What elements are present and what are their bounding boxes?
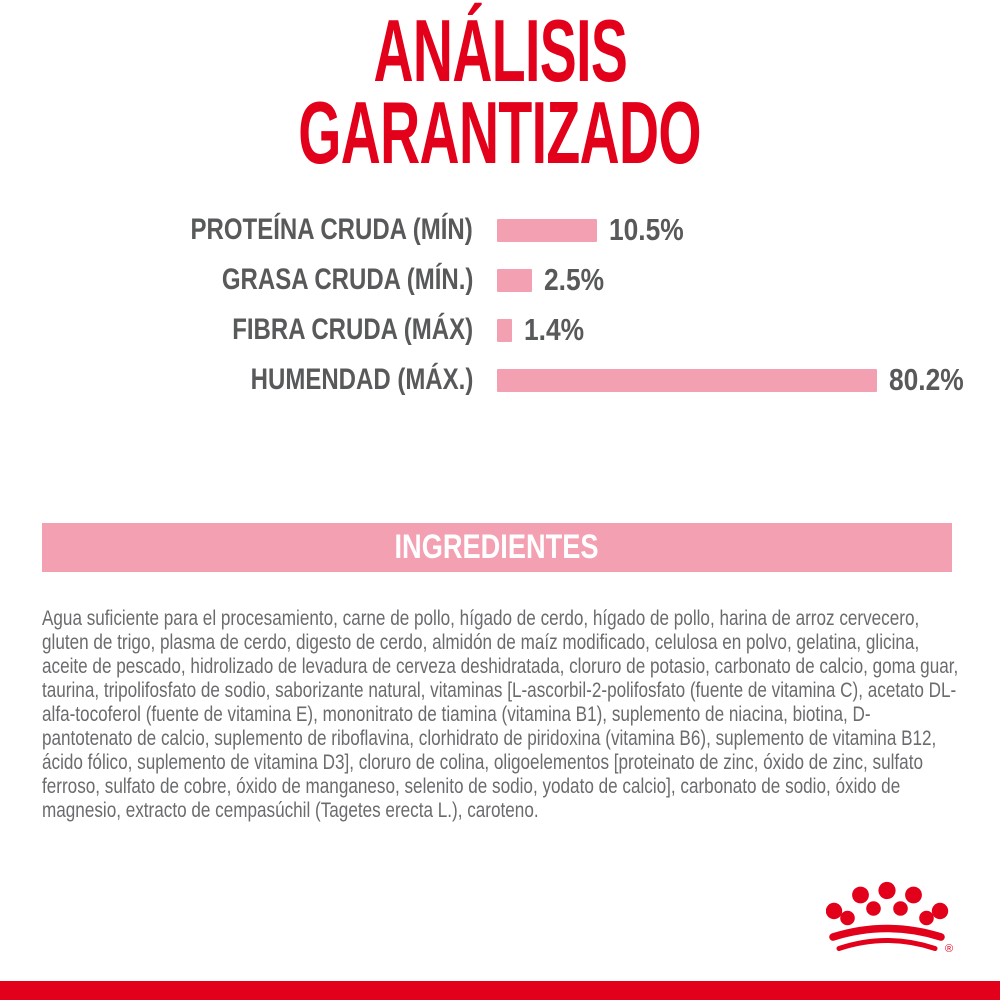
- registered-trademark: ®: [945, 943, 954, 955]
- nutrient-value-text: 10.5%: [609, 212, 684, 247]
- nutrient-bar: [497, 319, 512, 342]
- analysis-title-line2: GARANTIZADO: [298, 83, 702, 182]
- analysis-title: [0, 1, 1000, 182]
- ingredients-title: INGREDIENTES: [394, 528, 600, 566]
- bottom-red-stripe: [0, 981, 1000, 1000]
- nutrient-label: [0, 263, 473, 297]
- nutrient-value: [524, 312, 595, 348]
- nutrient-value-text: 1.4%: [524, 312, 585, 347]
- nutrient-bar: [497, 219, 597, 242]
- nutrient-value: [609, 212, 697, 248]
- nutrient-bar: [497, 269, 532, 292]
- nutrient-bar: [497, 369, 877, 392]
- nutrient-label: [0, 363, 473, 397]
- nutrient-label-text: PROTEÍNA CRUDA (MÍN): [190, 213, 473, 246]
- nutrient-value: [889, 362, 977, 398]
- analysis-title-line1: ANÁLISIS: [373, 1, 627, 100]
- chart-row: [0, 205, 1000, 255]
- nutrient-value-text: 2.5%: [544, 262, 605, 297]
- chart-row: [0, 255, 1000, 305]
- nutrient-label: [0, 313, 473, 347]
- nutrient-label-text: GRASA CRUDA (MÍN.): [221, 263, 473, 296]
- nutrient-value: [544, 262, 615, 298]
- chart-row: [0, 305, 1000, 355]
- ingredients-banner: [42, 523, 952, 572]
- nutrient-label-text: FIBRA CRUDA (MÁX): [232, 313, 473, 346]
- crown-logo-icon: [826, 880, 966, 966]
- guaranteed-analysis-chart: [0, 205, 1000, 405]
- chart-row: [0, 355, 1000, 405]
- nutrient-label: [0, 213, 473, 247]
- nutrient-value-text: 80.2%: [889, 362, 964, 397]
- nutrient-label-text: HUMENDAD (MÁX.): [250, 363, 473, 396]
- ingredients-text: Agua suficiente para el procesamiento, carne de pollo, hígado de cerdo, hígado de pollo, harina de arroz cervecero, gluten de trigo, plasma de cerdo, digesto de cerdo, almidón de maíz modificado, celulosa en polvo, gelatina, glicina, aceite de pescado, hidrolizado de levadura de cerveza deshidratada, cloruro de potasio, carbonato de calcio, goma guar, taurina, tripolifosfato de sodio, saborizante natural, vitaminas [L-ascorbil-2-polifosfato (fuente de vitamina C), acetato DL-alfa-tocoferol (fuente de vitamina E), mononitrato de tiamina (vitamina B1), suplemento de niacina, biotina, D-pantotenato de calcio, suplemento de riboflavina, clorhidrato de piridoxina (vitamina B6), suplemento de vitamina B12, ácido fólico, suplemento de vitamina D3], cloruro de colina, oligoelementos [proteinato de zinc, óxido de zinc, sulfato ferroso, sulfato de cobre, óxido de manganeso, selenito de sodio, yodato de calcio], carbonato de sodio, óxido de magnesio, extracto de cempasúchil (Tagetes erecta L.), caroteno.: [42, 607, 959, 822]
